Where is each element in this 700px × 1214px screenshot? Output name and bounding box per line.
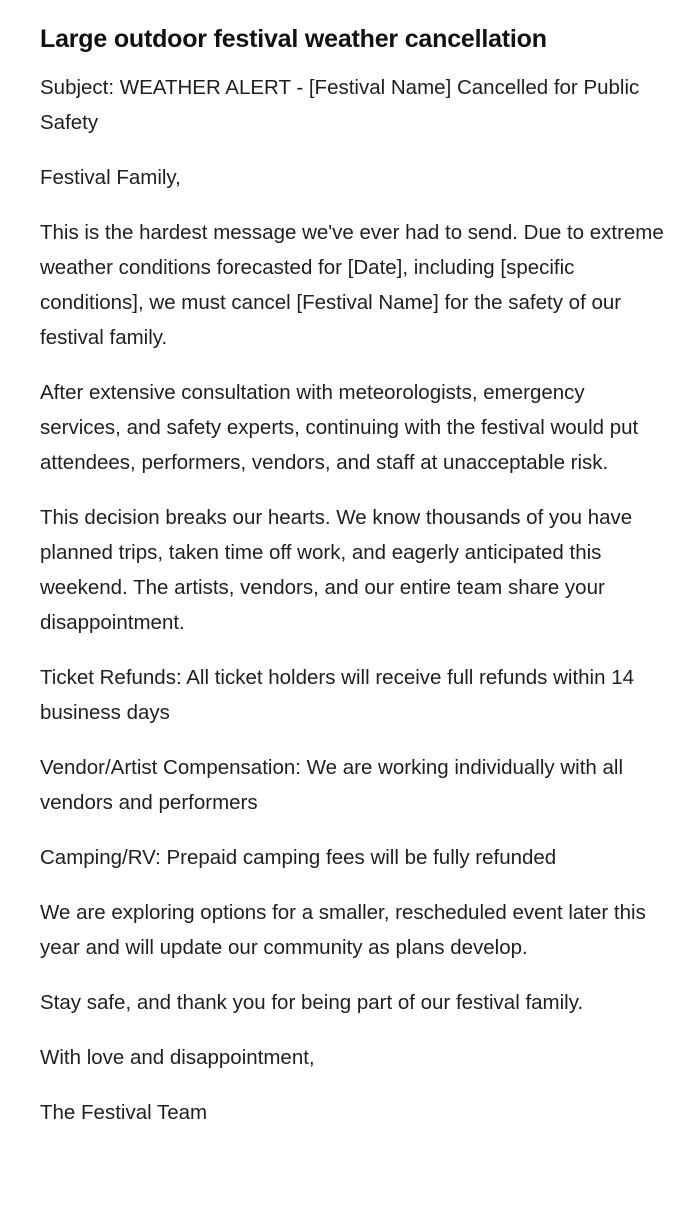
paragraph-reschedule: We are exploring options for a smaller, rescheduled event later this year and will update our community as plans develop. bbox=[40, 901, 646, 959]
paragraph-consultation: After extensive consultation with meteorologists, emergency services, and safety experts, continuing with the festival would put attendees, performers, vendors, and staff at unacceptable risk. bbox=[40, 381, 639, 474]
paragraph-signature: The Festival Team bbox=[40, 1101, 208, 1124]
paragraph-announcement: This is the hardest message we've ever had to send. Due to extreme weather conditions forecasted for [Date], including [specific conditions], we must cancel [Festival Name] for the safety of our festival family. bbox=[40, 221, 664, 349]
paragraph-closing-thanks: Stay safe, and thank you for being part of our festival family. bbox=[40, 991, 584, 1014]
paragraph-salutation: Festival Family, bbox=[40, 166, 181, 189]
paragraph-ticket-refunds: Ticket Refunds: All ticket holders will receive full refunds within 14 business days bbox=[40, 666, 634, 724]
paragraph-vendor-compensation: Vendor/Artist Compensation: We are working individually with all vendors and performers bbox=[40, 756, 624, 814]
paragraph-signoff: With love and disappointment, bbox=[40, 1046, 315, 1069]
paragraph-subject: Subject: WEATHER ALERT - [Festival Name] Cancelled for Public Safety bbox=[40, 76, 640, 134]
paragraph-apology: This decision breaks our hearts. We know thousands of you have planned trips, taken time off work, and eagerly anticipated this weekend. The artists, vendors, and our entire team share your disappointment. bbox=[40, 506, 633, 634]
paragraph-camping-refunds: Camping/RV: Prepaid camping fees will be fully refunded bbox=[40, 846, 557, 869]
page-title: Large outdoor festival weather cancellation bbox=[40, 25, 547, 53]
